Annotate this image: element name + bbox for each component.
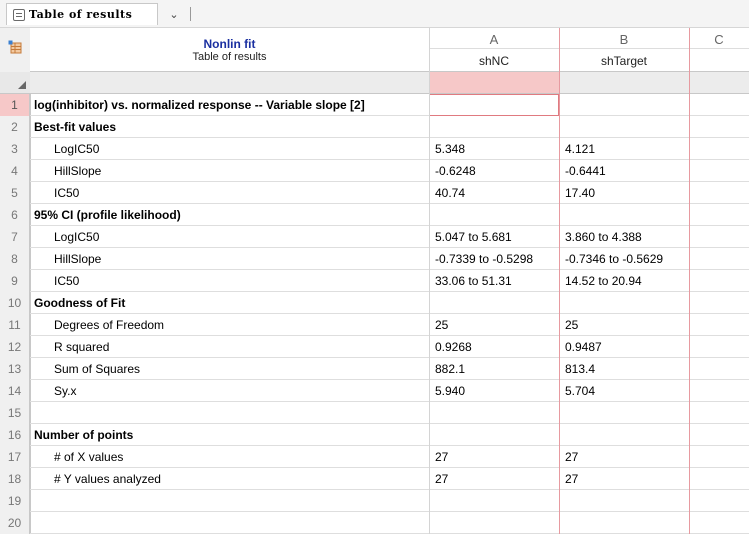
column-letter: A — [489, 32, 499, 47]
cell-shtarget[interactable]: 813.4 — [565, 362, 596, 376]
chevron-down-icon[interactable]: ⌄ — [169, 8, 179, 21]
cell-shnc[interactable]: 5.940 — [435, 384, 466, 398]
row-number[interactable]: 4 — [0, 160, 30, 182]
row-label: IC50 — [54, 274, 80, 288]
cell-shtarget[interactable]: 25 — [565, 318, 579, 332]
table-row[interactable] — [0, 424, 749, 446]
row-number[interactable]: 12 — [0, 336, 30, 358]
table-row[interactable] — [0, 270, 749, 292]
table-row[interactable] — [0, 490, 749, 512]
table-subtitle: Table of results — [192, 51, 267, 63]
cell-shtarget[interactable]: 14.52 to 20.94 — [565, 274, 642, 288]
table-row[interactable] — [0, 314, 749, 336]
row-number[interactable]: 7 — [0, 226, 30, 248]
column-header-c[interactable] — [689, 28, 749, 72]
cell-shnc[interactable]: 27 — [435, 472, 449, 486]
table-row[interactable] — [0, 468, 749, 490]
table-row[interactable] — [0, 248, 749, 270]
row-label: 95% CI (profile likelihood) — [34, 208, 181, 222]
row-number[interactable]: 9 — [0, 270, 30, 292]
table-row[interactable] — [0, 138, 749, 160]
divider — [689, 48, 749, 49]
active-cell[interactable] — [429, 94, 559, 116]
subheader-selected-cell[interactable] — [429, 72, 559, 94]
cell-shtarget[interactable]: 5.704 — [565, 384, 596, 398]
table-row[interactable] — [0, 94, 749, 116]
cell-shnc[interactable]: 882.1 — [435, 362, 466, 376]
row-label: log(inhibitor) vs. normalized response -- Variable slope [2] — [34, 98, 365, 112]
tab-separator — [190, 7, 191, 21]
row-label: Degrees of Freedom — [54, 318, 165, 332]
row-number[interactable]: 20 — [0, 512, 30, 534]
row-number[interactable]: 11 — [0, 314, 30, 336]
column-letter: C — [714, 32, 724, 47]
results-grid — [0, 28, 749, 534]
subheader-row — [30, 72, 749, 94]
table-row[interactable] — [0, 402, 749, 424]
row-label: Sy.x — [54, 384, 77, 398]
row-label: IC50 — [54, 186, 80, 200]
table-title: Nonlin fit — [203, 37, 256, 51]
cell-shnc[interactable]: 33.06 to 51.31 — [435, 274, 512, 288]
column-letter: B — [619, 32, 629, 47]
divider — [429, 48, 559, 49]
row-number[interactable]: 13 — [0, 358, 30, 380]
cell-shtarget[interactable]: 4.121 — [565, 142, 596, 156]
column-name: shTarget — [600, 54, 648, 68]
row-label: Number of points — [34, 428, 134, 442]
row-label: R squared — [54, 340, 110, 354]
table-icon — [13, 9, 25, 21]
row-number[interactable]: 2 — [0, 116, 30, 138]
table-row[interactable] — [0, 116, 749, 138]
table-title-header — [30, 28, 429, 72]
cell-shtarget[interactable]: 0.9487 — [565, 340, 602, 354]
table-row[interactable] — [0, 160, 749, 182]
table-row[interactable] — [0, 512, 749, 534]
divider — [559, 48, 689, 49]
table-row[interactable] — [0, 204, 749, 226]
column-divider — [429, 28, 430, 534]
row-label: LogIC50 — [54, 230, 100, 244]
cell-shnc[interactable]: 5.348 — [435, 142, 466, 156]
table-row[interactable] — [0, 336, 749, 358]
row-label: Best-fit values — [34, 120, 117, 134]
column-header-b[interactable] — [559, 28, 689, 72]
select-all-corner[interactable] — [0, 72, 30, 94]
cell-shnc[interactable]: 0.9268 — [435, 340, 472, 354]
table-row[interactable] — [0, 380, 749, 402]
row-number[interactable]: 10 — [0, 292, 30, 314]
cell-shtarget[interactable]: 17.40 — [565, 186, 596, 200]
row-label: HillSlope — [54, 252, 102, 266]
row-label: # Y values analyzed — [54, 472, 161, 486]
tab-label: Table of results — [29, 8, 133, 21]
cell-shnc[interactable]: -0.7339 to -0.5298 — [435, 252, 534, 266]
row-label: Goodness of Fit — [34, 296, 126, 310]
tab-table-of-results[interactable] — [6, 3, 158, 25]
row-number[interactable]: 15 — [0, 402, 30, 424]
cell-shnc[interactable]: 5.047 to 5.681 — [435, 230, 512, 244]
row-number[interactable]: 1 — [0, 94, 30, 116]
cell-shtarget[interactable]: -0.7346 to -0.5629 — [565, 252, 664, 266]
row-number[interactable]: 3 — [0, 138, 30, 160]
row-number[interactable]: 6 — [0, 204, 30, 226]
table-row[interactable] — [0, 226, 749, 248]
cell-shnc[interactable]: 40.74 — [435, 186, 466, 200]
row-number[interactable]: 17 — [0, 446, 30, 468]
cell-shtarget[interactable]: 27 — [565, 472, 579, 486]
row-number[interactable]: 8 — [0, 248, 30, 270]
table-row[interactable] — [0, 446, 749, 468]
row-label: Sum of Squares — [54, 362, 141, 376]
row-number[interactable]: 14 — [0, 380, 30, 402]
table-row[interactable] — [0, 182, 749, 204]
tab-bar — [0, 0, 749, 28]
cell-shtarget[interactable]: -0.6441 — [565, 164, 606, 178]
cell-shtarget[interactable]: 3.860 to 4.388 — [565, 230, 642, 244]
column-divider — [689, 28, 690, 534]
row-label: # of X values — [54, 450, 124, 464]
cell-shtarget[interactable]: 27 — [565, 450, 579, 464]
row-label: HillSlope — [54, 164, 102, 178]
row-label: LogIC50 — [54, 142, 100, 156]
column-divider — [559, 28, 560, 534]
row-number[interactable]: 19 — [0, 490, 30, 512]
cell-shnc[interactable]: 27 — [435, 450, 449, 464]
row-number[interactable]: 16 — [0, 424, 30, 446]
table-row[interactable] — [0, 358, 749, 380]
row-number[interactable]: 18 — [0, 468, 30, 490]
cell-shnc[interactable]: 25 — [435, 318, 449, 332]
table-row[interactable] — [0, 292, 749, 314]
table-grid-icon[interactable] — [8, 40, 22, 54]
row-number[interactable]: 5 — [0, 182, 30, 204]
column-name: shNC — [478, 54, 509, 68]
cell-shnc[interactable]: -0.6248 — [435, 164, 476, 178]
column-header-a[interactable] — [429, 28, 559, 72]
